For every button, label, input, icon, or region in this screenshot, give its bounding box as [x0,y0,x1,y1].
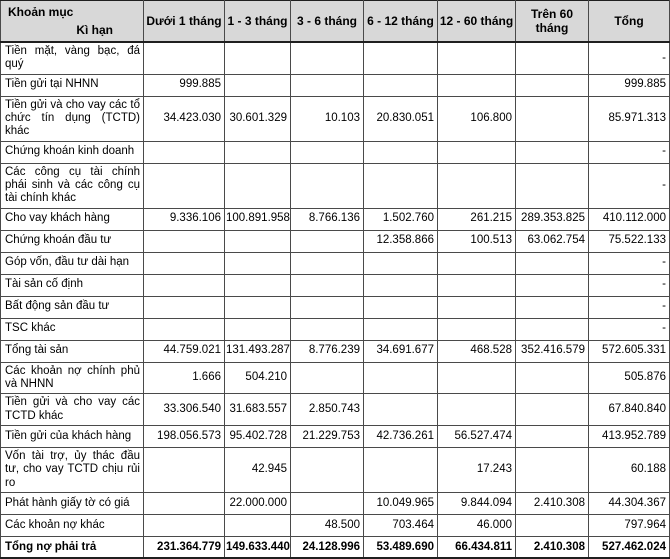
cell-value [291,296,364,318]
row-label: Các công cụ tài chính phái sinh và các công cụ tài chính khác [1,163,144,208]
cell-value [516,447,589,492]
cell-value [291,230,364,252]
cell-value: 60.188 [589,447,670,492]
cell-value [516,425,589,447]
cell-value: 85.971.313 [589,96,670,141]
cell-value: 9.844.094 [438,492,516,514]
cell-value: - [589,141,670,163]
cell-value [364,163,438,208]
cell-value: 42.736.261 [364,425,438,447]
cell-value [144,230,225,252]
cell-value: 46.000 [438,514,516,536]
table-row [1,425,670,447]
row-label: Tiền gửi và cho vay các TCTD khác [1,394,144,426]
table-row [1,96,670,141]
cell-value: 352.416.579 [516,340,589,362]
cell-value: 17.243 [438,447,516,492]
cell-value: 56.527.474 [438,425,516,447]
cell-value [225,42,291,74]
cell-value: 2.410.308 [516,536,589,558]
table-row [1,230,670,252]
table-row [1,42,670,74]
row-label: Các khoản nợ khác [1,514,144,536]
table-row [1,74,670,96]
row-label: Vốn tài trợ, ủy thác đầu tư, cho vay TCTD chịu rủi ro [1,447,144,492]
table-row [1,252,670,274]
column-header-3-6-months: 3 - 6 tháng [291,1,364,43]
cell-value: 504.210 [225,362,291,394]
cell-value [516,274,589,296]
cell-value: 100.513 [438,230,516,252]
cell-value [144,318,225,340]
cell-value [438,394,516,426]
cell-value: - [589,42,670,74]
cell-value: 53.489.690 [364,536,438,558]
cell-value [225,296,291,318]
table-row [1,536,670,558]
cell-value: 261.215 [438,208,516,230]
row-label: Chứng khoán đầu tư [1,230,144,252]
cell-value: 231.364.779 [144,536,225,558]
cell-value: - [589,318,670,340]
cell-value [364,274,438,296]
cell-value [144,141,225,163]
cell-value [364,394,438,426]
table-row [1,340,670,362]
row-label: Tổng nợ phải trả [1,536,144,558]
cell-value: 33.306.540 [144,394,225,426]
cell-value: 106.800 [438,96,516,141]
column-header-1-3-months: 1 - 3 tháng [225,1,291,43]
row-label: Tiền gửi tại NHNN [1,74,144,96]
cell-value [364,296,438,318]
cell-value: 66.434.811 [438,536,516,558]
cell-value: 21.229.753 [291,425,364,447]
cell-value [291,252,364,274]
cell-value [516,141,589,163]
cell-value [438,74,516,96]
cell-value [438,362,516,394]
cell-value [364,362,438,394]
row-label: TSC khác [1,318,144,340]
cell-value: 505.876 [589,362,670,394]
cell-value [438,318,516,340]
corner-top-label: Khoản mục [8,5,74,19]
cell-value [291,318,364,340]
cell-value: 999.885 [589,74,670,96]
cell-value [291,42,364,74]
cell-value: 100.891.958 [225,208,291,230]
cell-value: 468.528 [438,340,516,362]
row-label: Tổng tài sản [1,340,144,362]
cell-value: 572.605.331 [589,340,670,362]
cell-value [516,394,589,426]
cell-value: 2.850.743 [291,394,364,426]
cell-value: 34.691.677 [364,340,438,362]
cell-value [516,362,589,394]
column-header-over-60-months: Trên 60 tháng [516,1,589,43]
cell-value [225,514,291,536]
cell-value: 12.358.866 [364,230,438,252]
cell-value [438,141,516,163]
cell-value [225,252,291,274]
cell-value [144,274,225,296]
cell-value [516,514,589,536]
cell-value [438,42,516,74]
cell-value: - [589,274,670,296]
cell-value: 703.464 [364,514,438,536]
cell-value [438,252,516,274]
cell-value [144,514,225,536]
cell-value [364,74,438,96]
table-row [1,296,670,318]
row-label: Các khoản nợ chính phủ và NHNN [1,362,144,394]
cell-value: 8.776.239 [291,340,364,362]
cell-value: 131.493.287 [225,340,291,362]
cell-value [225,274,291,296]
cell-value [516,96,589,141]
table-row [1,163,670,208]
table-row [1,394,670,426]
cell-value: 30.601.329 [225,96,291,141]
cell-value [291,447,364,492]
row-label: Tài sản cố định [1,274,144,296]
cell-value [516,296,589,318]
row-label: Góp vốn, đầu tư dài hạn [1,252,144,274]
cell-value [225,318,291,340]
cell-value [516,163,589,208]
cell-value: 31.683.557 [225,394,291,426]
header-row [1,1,670,43]
column-header-total: Tổng [589,1,670,43]
table-row [1,492,670,514]
cell-value [516,74,589,96]
column-header-6-12-months: 6 - 12 tháng [364,1,438,43]
cell-value [144,252,225,274]
row-label: Tiền gửi của khách hàng [1,425,144,447]
cell-value: 149.633.440 [225,536,291,558]
table-row [1,208,670,230]
table-row [1,318,670,340]
cell-value: 797.964 [589,514,670,536]
table-body [1,42,670,558]
row-label: Cho vay khách hàng [1,208,144,230]
cell-value [438,274,516,296]
cell-value [516,318,589,340]
row-label: Bất động sản đầu tư [1,296,144,318]
cell-value: 95.402.728 [225,425,291,447]
cell-value: 42.945 [225,447,291,492]
cell-value: 22.000.000 [225,492,291,514]
cell-value [225,163,291,208]
cell-value: 1.666 [144,362,225,394]
cell-value [291,274,364,296]
cell-value: 527.462.024 [589,536,670,558]
cell-value [291,163,364,208]
cell-value: 44.759.021 [144,340,225,362]
cell-value: 999.885 [144,74,225,96]
row-label: Tiền mặt, vàng bạc, đá quý [1,42,144,74]
cell-value: 75.522.133 [589,230,670,252]
cell-value: - [589,296,670,318]
corner-bottom-label: Kì hạn [76,22,113,37]
cell-value: 67.840.840 [589,394,670,426]
cell-value: 2.410.308 [516,492,589,514]
cell-value: 10.049.965 [364,492,438,514]
cell-value [291,74,364,96]
cell-value: 410.112.000 [589,208,670,230]
table-row [1,514,670,536]
table-row [1,362,670,394]
row-label: Phát hành giấy tờ có giá [1,492,144,514]
cell-value: 8.766.136 [291,208,364,230]
table-row [1,141,670,163]
cell-value: 24.128.996 [291,536,364,558]
cell-value [364,141,438,163]
table-header [1,1,670,43]
table-row [1,447,670,492]
cell-value [291,362,364,394]
cell-value: 413.952.789 [589,425,670,447]
cell-value: 44.304.367 [589,492,670,514]
cell-value [144,296,225,318]
cell-value: - [589,163,670,208]
column-header-under-1-month: Dưới 1 tháng [144,1,225,43]
cell-value: 48.500 [291,514,364,536]
cell-value: 289.353.825 [516,208,589,230]
cell-value [364,252,438,274]
cell-value: 198.056.573 [144,425,225,447]
cell-value [364,318,438,340]
cell-value [516,252,589,274]
cell-value [144,42,225,74]
cell-value [225,230,291,252]
cell-value [364,42,438,74]
cell-value: 10.103 [291,96,364,141]
row-label: Tiền gửi và cho vay các tổ chức tín dụng (TCTD) khác [1,96,144,141]
cell-value: 20.830.051 [364,96,438,141]
row-label: Chứng khoán kinh doanh [1,141,144,163]
cell-value: 9.336.106 [144,208,225,230]
cell-value [438,163,516,208]
cell-value [144,447,225,492]
cell-value [225,74,291,96]
cell-value [144,492,225,514]
table-row [1,274,670,296]
cell-value [291,141,364,163]
cell-value [516,42,589,74]
cell-value: - [589,252,670,274]
cell-value [291,492,364,514]
cell-value [144,163,225,208]
cell-value: 63.062.754 [516,230,589,252]
cell-value [438,296,516,318]
cell-value: 34.423.030 [144,96,225,141]
cell-value: 1.502.760 [364,208,438,230]
column-header-12-60-months: 12 - 60 tháng [438,1,516,43]
corner-header-cell [1,1,144,43]
cell-value [364,447,438,492]
cell-value [225,141,291,163]
